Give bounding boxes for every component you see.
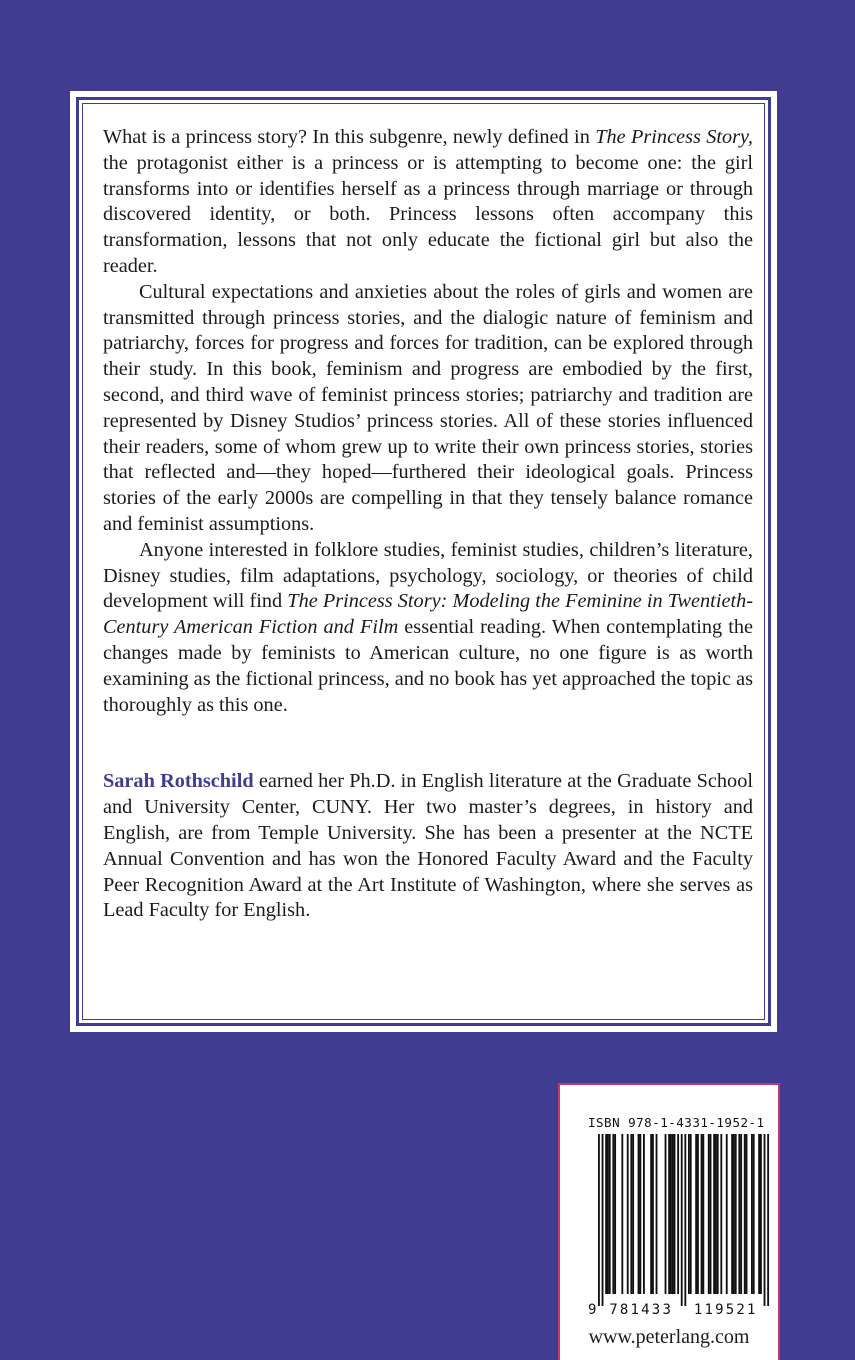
barcode-digit-group: 9 <box>588 1302 597 1318</box>
text-run: Anyone interested in folklore studies, feminist studies, children’s literature, Disney studies, film adaptations, psychology, sociology, or theories of child development will find <box>103 538 753 613</box>
barcode-bar <box>670 1134 672 1294</box>
text-run: Cultural expectations and anxieties about the roles of girls and women are transmitted through princess stories, and the dialogic nature of feminism and patriarchy, forces for progress and forces for tradition, can be explored through their study. In this book, feminism and progress are embodied by the first, second, and third wave of feminist princess stories; patriarchy and tradition are represented by Disney Studios’ princess stories. All of these stories influenced their readers, some of whom grew up to write their own princess stories, stories that reflected and—they hoped—furthered their ideological goals. Princess stories of the early 2000s are compelling in that they tensely balance romance and feminist assumptions. <box>103 280 753 535</box>
isbn-barcode <box>586 1134 774 1318</box>
barcode-bar <box>708 1134 710 1294</box>
barcode-bar <box>740 1134 742 1294</box>
author-bio-text: earned her Ph.D. in English literature at the Graduate School and University Center, CUNY. Her two master’s degrees, in history and English, are from Temple University. She has been a presenter at the NCTE Annual Convention and has won the Honored Faculty Award and the Faculty Peer Recognition Award at the Art Institute of Washington, where she serves as Lead Faculty for English. <box>103 770 753 922</box>
italic-title-run: The Princess Story, <box>595 126 753 148</box>
barcode-bar <box>758 1134 760 1294</box>
author-bio <box>103 769 753 924</box>
description-text <box>103 125 753 924</box>
text-run: What is a princess story? In this subgenre, newly defined in <box>103 126 596 148</box>
barcode-panel <box>558 1083 780 1360</box>
barcode-bar <box>609 1134 611 1294</box>
italic-title-run: The Princess Story: Modeling the Feminine in Twentieth-Century American Fiction and Film <box>103 590 753 639</box>
barcode-bar <box>710 1134 712 1294</box>
barcode-bar <box>751 1134 753 1294</box>
barcode-bar <box>605 1134 607 1294</box>
barcode-bar <box>672 1134 674 1294</box>
description-paragraph-1 <box>103 125 753 280</box>
barcode-bar <box>621 1134 623 1294</box>
description-panel <box>67 88 780 1035</box>
barcode-bar <box>702 1134 704 1294</box>
barcode-bar <box>681 1134 683 1306</box>
barcode-bar <box>665 1134 667 1294</box>
barcode-bar <box>656 1134 658 1294</box>
barcode-bar <box>639 1134 641 1294</box>
barcode-bar <box>697 1134 699 1294</box>
barcode-bar <box>738 1134 740 1294</box>
barcode-bar <box>614 1134 616 1294</box>
barcode-bar <box>602 1134 604 1306</box>
barcode-bar <box>764 1134 766 1306</box>
barcode-bar <box>688 1134 690 1294</box>
barcode-bar <box>753 1134 755 1294</box>
barcode-bar <box>677 1134 679 1294</box>
barcode-bar <box>733 1134 735 1294</box>
barcode-bar <box>767 1134 769 1306</box>
barcode-bar <box>650 1134 652 1294</box>
text-run: the protagonist either is a princess or is attempting to become one: the girl transforms into or identifies herself as a princess through marriage or through discovered identity, or both. Princess lessons often accompany this transformation, lessons that not only educate the fictional girl but also the reader. <box>103 151 753 277</box>
barcode-bar <box>717 1134 719 1294</box>
barcode-bar <box>627 1134 629 1294</box>
barcode-bar <box>713 1134 715 1294</box>
author-name: Sarah Rothschild <box>103 770 254 793</box>
barcode-bar <box>744 1134 746 1294</box>
text-run: essential reading. When contemplating the changes made by feminists to American culture, no one figure is as worth examining as the fictional princess, and no book has yet approached the topic as thoroughly as this one. <box>103 616 754 716</box>
barcode-bar <box>746 1134 748 1294</box>
barcode-bar <box>652 1134 654 1294</box>
barcode-digit-group: 119521 <box>693 1302 758 1318</box>
barcode-bar <box>690 1134 692 1294</box>
barcode-bar <box>632 1134 634 1294</box>
barcode-bar <box>726 1134 728 1294</box>
description-paragraph-2 <box>103 280 753 538</box>
barcode-bar <box>643 1134 645 1294</box>
barcode-bar <box>598 1134 600 1306</box>
barcode-bar <box>607 1134 609 1294</box>
barcode-bar <box>735 1134 737 1294</box>
publisher-url: www.peterlang.com <box>588 1326 750 1348</box>
barcode-bar <box>630 1134 632 1294</box>
barcode-bar <box>684 1134 686 1306</box>
barcode-bar <box>701 1134 703 1294</box>
barcode-bar <box>638 1134 640 1294</box>
barcode-digit-group: 781433 <box>609 1302 674 1318</box>
description-paragraph-3 <box>103 538 753 719</box>
barcode-bar <box>760 1134 762 1294</box>
barcode-bar <box>695 1134 697 1294</box>
barcode-bar <box>668 1134 670 1294</box>
barcode-bar <box>612 1134 614 1294</box>
barcode-bar <box>715 1134 717 1294</box>
barcode-bar <box>674 1134 676 1294</box>
barcode-bar <box>731 1134 733 1294</box>
barcode-bar <box>720 1134 722 1294</box>
isbn-label: ISBN 978-1-4331-1952-1 <box>588 1115 765 1130</box>
